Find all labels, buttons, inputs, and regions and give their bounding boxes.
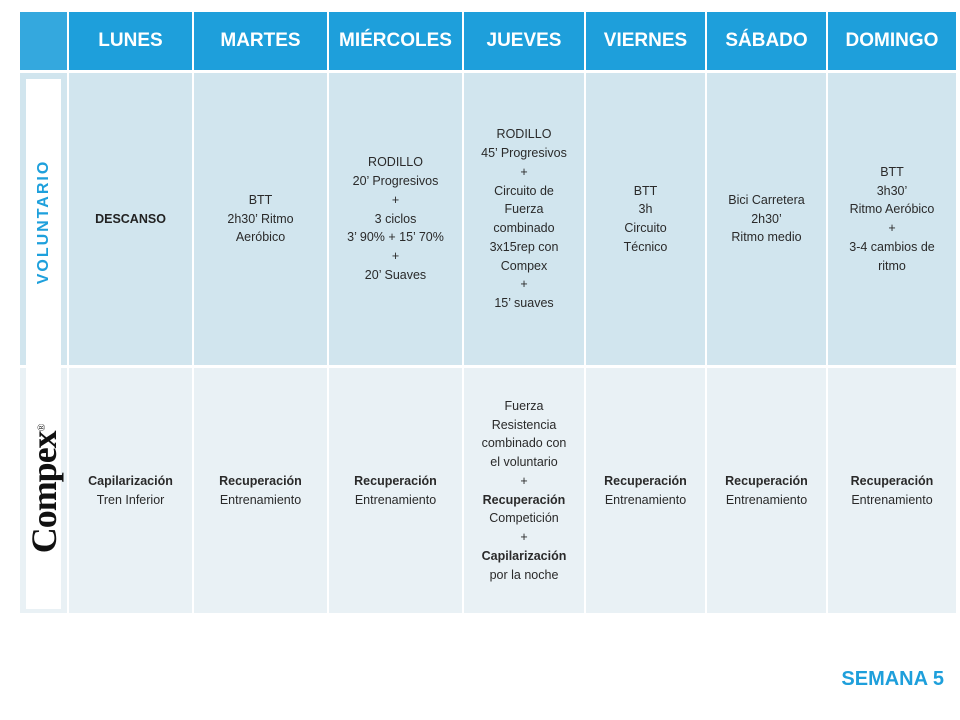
compex-lunes-title: Capilarización xyxy=(88,473,173,488)
compex-viernes-title: Recuperación xyxy=(604,473,687,488)
compex-lunes-content xyxy=(73,472,188,510)
compex-jueves-content xyxy=(468,397,580,585)
compex-jueves-cell xyxy=(463,367,585,614)
compex-sabado-content xyxy=(711,472,822,510)
compex-martes-text: Entrenamiento xyxy=(219,492,302,507)
voluntario-domingo-text: BTT 3h30’ Ritmo Aeróbico + 3-4 cambios de ritmo xyxy=(849,164,935,273)
voluntario-miercoles-cell xyxy=(328,72,463,367)
voluntario-domingo-cell xyxy=(827,72,957,367)
registered-mark-icon: ® xyxy=(36,424,48,431)
compex-side-cell xyxy=(20,367,68,614)
compex-miercoles-content xyxy=(333,472,458,510)
voluntario-viernes-text: BTT 3h Circuito Técnico xyxy=(623,183,668,254)
compex-jueves-text2: por la noche xyxy=(489,567,559,582)
voluntario-jueves-cell xyxy=(463,72,585,367)
compex-sabado-title: Recuperación xyxy=(725,473,808,488)
compex-logo xyxy=(23,424,65,553)
header-viernes: VIERNES xyxy=(585,12,706,72)
voluntario-lunes-text: DESCANSO xyxy=(95,212,166,226)
week-label: SEMANA 5 xyxy=(841,668,944,690)
compex-side-box xyxy=(23,368,64,609)
compex-domingo-content xyxy=(832,472,952,510)
header-martes: MARTES xyxy=(193,12,328,72)
compex-viernes-cell xyxy=(585,367,706,614)
compex-miercoles-cell xyxy=(328,367,463,614)
compex-row xyxy=(20,367,957,614)
voluntario-sabado-cell xyxy=(706,72,827,367)
compex-miercoles-title: Recuperación xyxy=(354,473,437,488)
training-schedule-table xyxy=(20,12,958,613)
header-lunes: LUNES xyxy=(68,12,193,72)
compex-jueves-title1: Recuperación xyxy=(482,492,566,507)
voluntario-lunes-cell xyxy=(68,72,193,367)
voluntario-jueves-text: RODILLO 45’ Progresivos + Circuito de Fuerza combinado 3x15rep con Compex + 15’ suaves xyxy=(481,127,567,310)
compex-domingo-text: Entrenamiento xyxy=(851,492,933,507)
voluntario-martes-text: BTT 2h30’ Ritmo Aeróbico xyxy=(227,192,294,245)
compex-martes-cell xyxy=(193,367,328,614)
voluntario-miercoles-text: RODILLO 20’ Progresivos + 3 ciclos 3’ 90% + 15’ 70% + 20’ Suaves xyxy=(347,155,444,282)
voluntario-sabado-text: Bici Carretera 2h30’ Ritmo medio xyxy=(728,192,805,245)
header-miercoles: MIÉRCOLES xyxy=(328,12,463,72)
compex-jueves-intro: Fuerza Resistencia combinado con el voluntario + xyxy=(481,398,567,488)
compex-lunes-cell xyxy=(68,367,193,614)
header-jueves: JUEVES xyxy=(463,12,585,72)
voluntario-side-cell xyxy=(20,72,68,367)
header-domingo: DOMINGO xyxy=(827,12,957,72)
compex-sabado-text: Entrenamiento xyxy=(725,492,808,507)
voluntario-martes-cell xyxy=(193,72,328,367)
header-corner xyxy=(20,12,68,72)
compex-martes-content xyxy=(198,472,323,510)
compex-jueves-title2: Capilarización xyxy=(481,548,567,563)
compex-viernes-text: Entrenamiento xyxy=(604,492,687,507)
compex-domingo-cell xyxy=(827,367,957,614)
voluntario-viernes-cell xyxy=(585,72,706,367)
voluntario-side-box xyxy=(26,79,61,365)
compex-sabado-cell xyxy=(706,367,827,614)
voluntario-label: VOLUNTARIO xyxy=(34,159,52,285)
compex-jueves-text1: Competición + xyxy=(489,511,559,544)
header-sabado: SÁBADO xyxy=(706,12,827,72)
voluntario-row xyxy=(20,72,957,367)
compex-martes-title: Recuperación xyxy=(219,473,302,488)
compex-domingo-title: Recuperación xyxy=(850,473,934,488)
header-row xyxy=(20,12,957,72)
compex-logo-text: Compex xyxy=(23,430,64,553)
compex-viernes-content xyxy=(590,472,701,510)
compex-miercoles-text: Entrenamiento xyxy=(354,492,437,507)
compex-lunes-text: Tren Inferior xyxy=(96,492,165,507)
